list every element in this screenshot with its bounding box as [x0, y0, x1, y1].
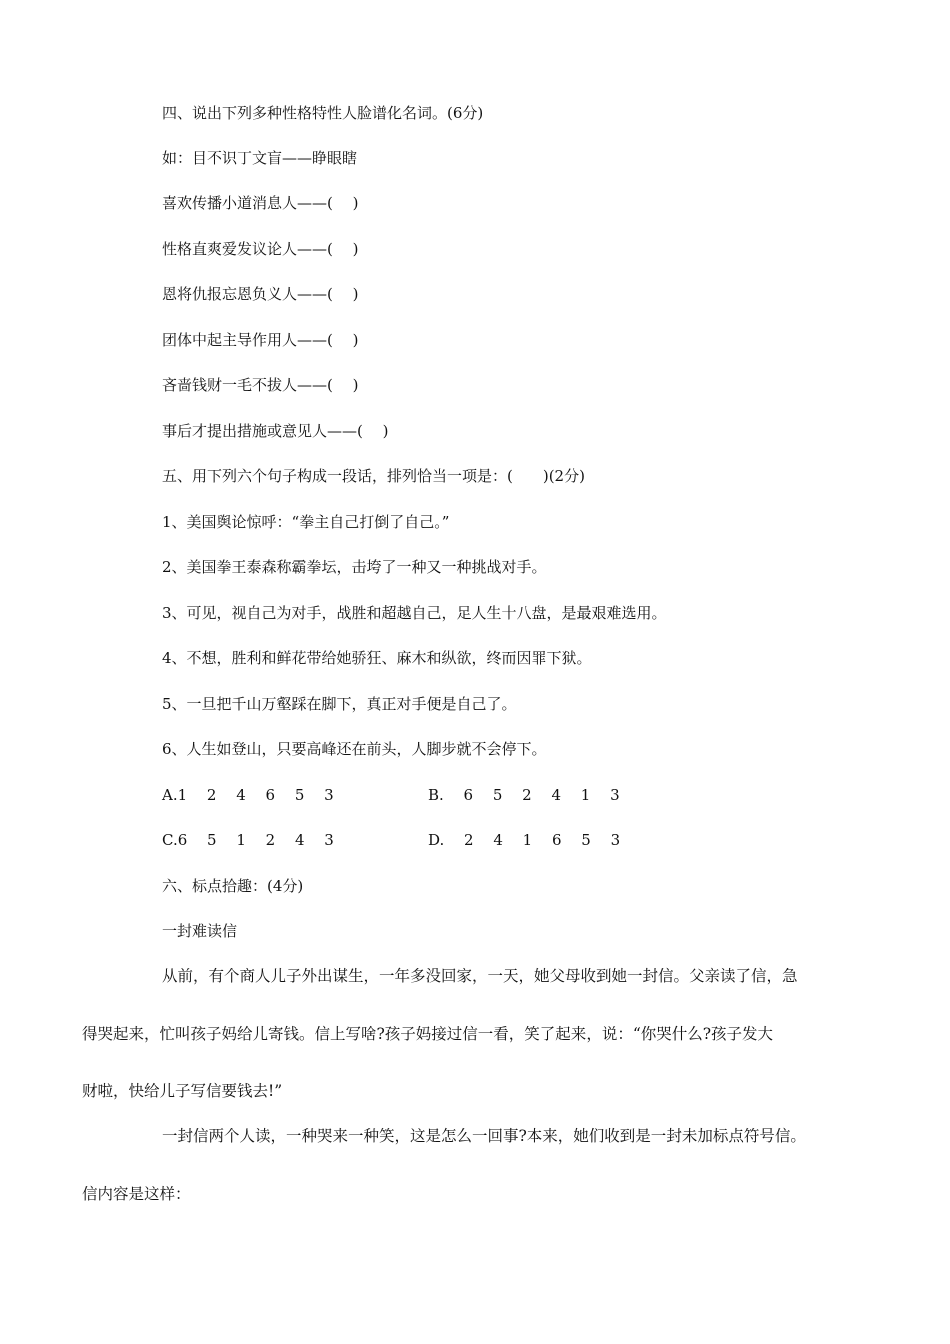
sentence-item: 4、不想，胜利和鲜花带给她骄狂、麻木和纵欲，终而因罪下狱。	[162, 649, 592, 667]
list-item: 喜欢传播小道消息人——( )	[162, 194, 359, 212]
option-d: D. 2 4 1 6 5 3	[428, 831, 621, 849]
paragraph-line: 从前，有个商人儿子外出谋生，一年多没回家，一天，她父母收到她一封信。父亲读了信，急	[162, 967, 798, 985]
sentence-item: 5、一旦把千山万壑踩在脚下，真正对手便是自己了。	[162, 695, 517, 713]
section6-heading: 六、标点拾趣：(4分)	[162, 877, 304, 895]
option-a: A.1 2 4 6 5 3	[162, 786, 334, 804]
sentence-item: 2、美国拳王泰森称霸拳坛，击垮了一种又一种挑战对手。	[162, 558, 547, 576]
list-item: 恩将仇报忘恩负义人——( )	[162, 285, 359, 303]
list-item: 性格直爽爱发议论人——( )	[162, 240, 359, 258]
paragraph-line: 信内容是这样：	[82, 1185, 191, 1203]
sentence-item: 6、人生如登山，只要高峰还在前头，人脚步就不会停下。	[162, 740, 547, 758]
story-title: 一封难读信	[162, 922, 238, 940]
section5-heading: 五、用下列六个句子构成一段话，排列恰当一项是：( )(2分)	[162, 467, 585, 485]
paragraph-line: 得哭起来，忙叫孩子妈给儿寄钱。信上写啥?孩子妈接过信一看，笑了起来，说：“你哭什么?孩子发大	[82, 1025, 774, 1043]
paragraph-line: 一封信两个人读，一种哭来一种笑，这是怎么一回事?本来，她们收到是一封未加标点符号信。	[162, 1127, 806, 1145]
option-c: C.6 5 1 2 4 3	[162, 831, 334, 849]
list-item: 事后才提出措施或意见人——( )	[162, 422, 389, 440]
sentence-item: 3、可见，视自己为对手，战胜和超越自己，足人生十八盘，是最艰难选用。	[162, 604, 667, 622]
sentence-item: 1、美国舆论惊呼：“拳主自己打倒了自己。”	[162, 513, 450, 531]
list-item: 吝啬钱财一毛不拔人——( )	[162, 376, 359, 394]
list-item: 团体中起主导作用人——( )	[162, 331, 359, 349]
paragraph-line: 财啦，快给儿子写信要钱去!”	[82, 1082, 283, 1100]
section4-example: 如：目不识丁文盲——睁眼瞎	[162, 149, 358, 167]
option-b: B. 6 5 2 4 1 3	[428, 786, 620, 804]
section4-heading: 四、说出下列多种性格特性人脸谱化名词。(6分)	[162, 104, 484, 122]
